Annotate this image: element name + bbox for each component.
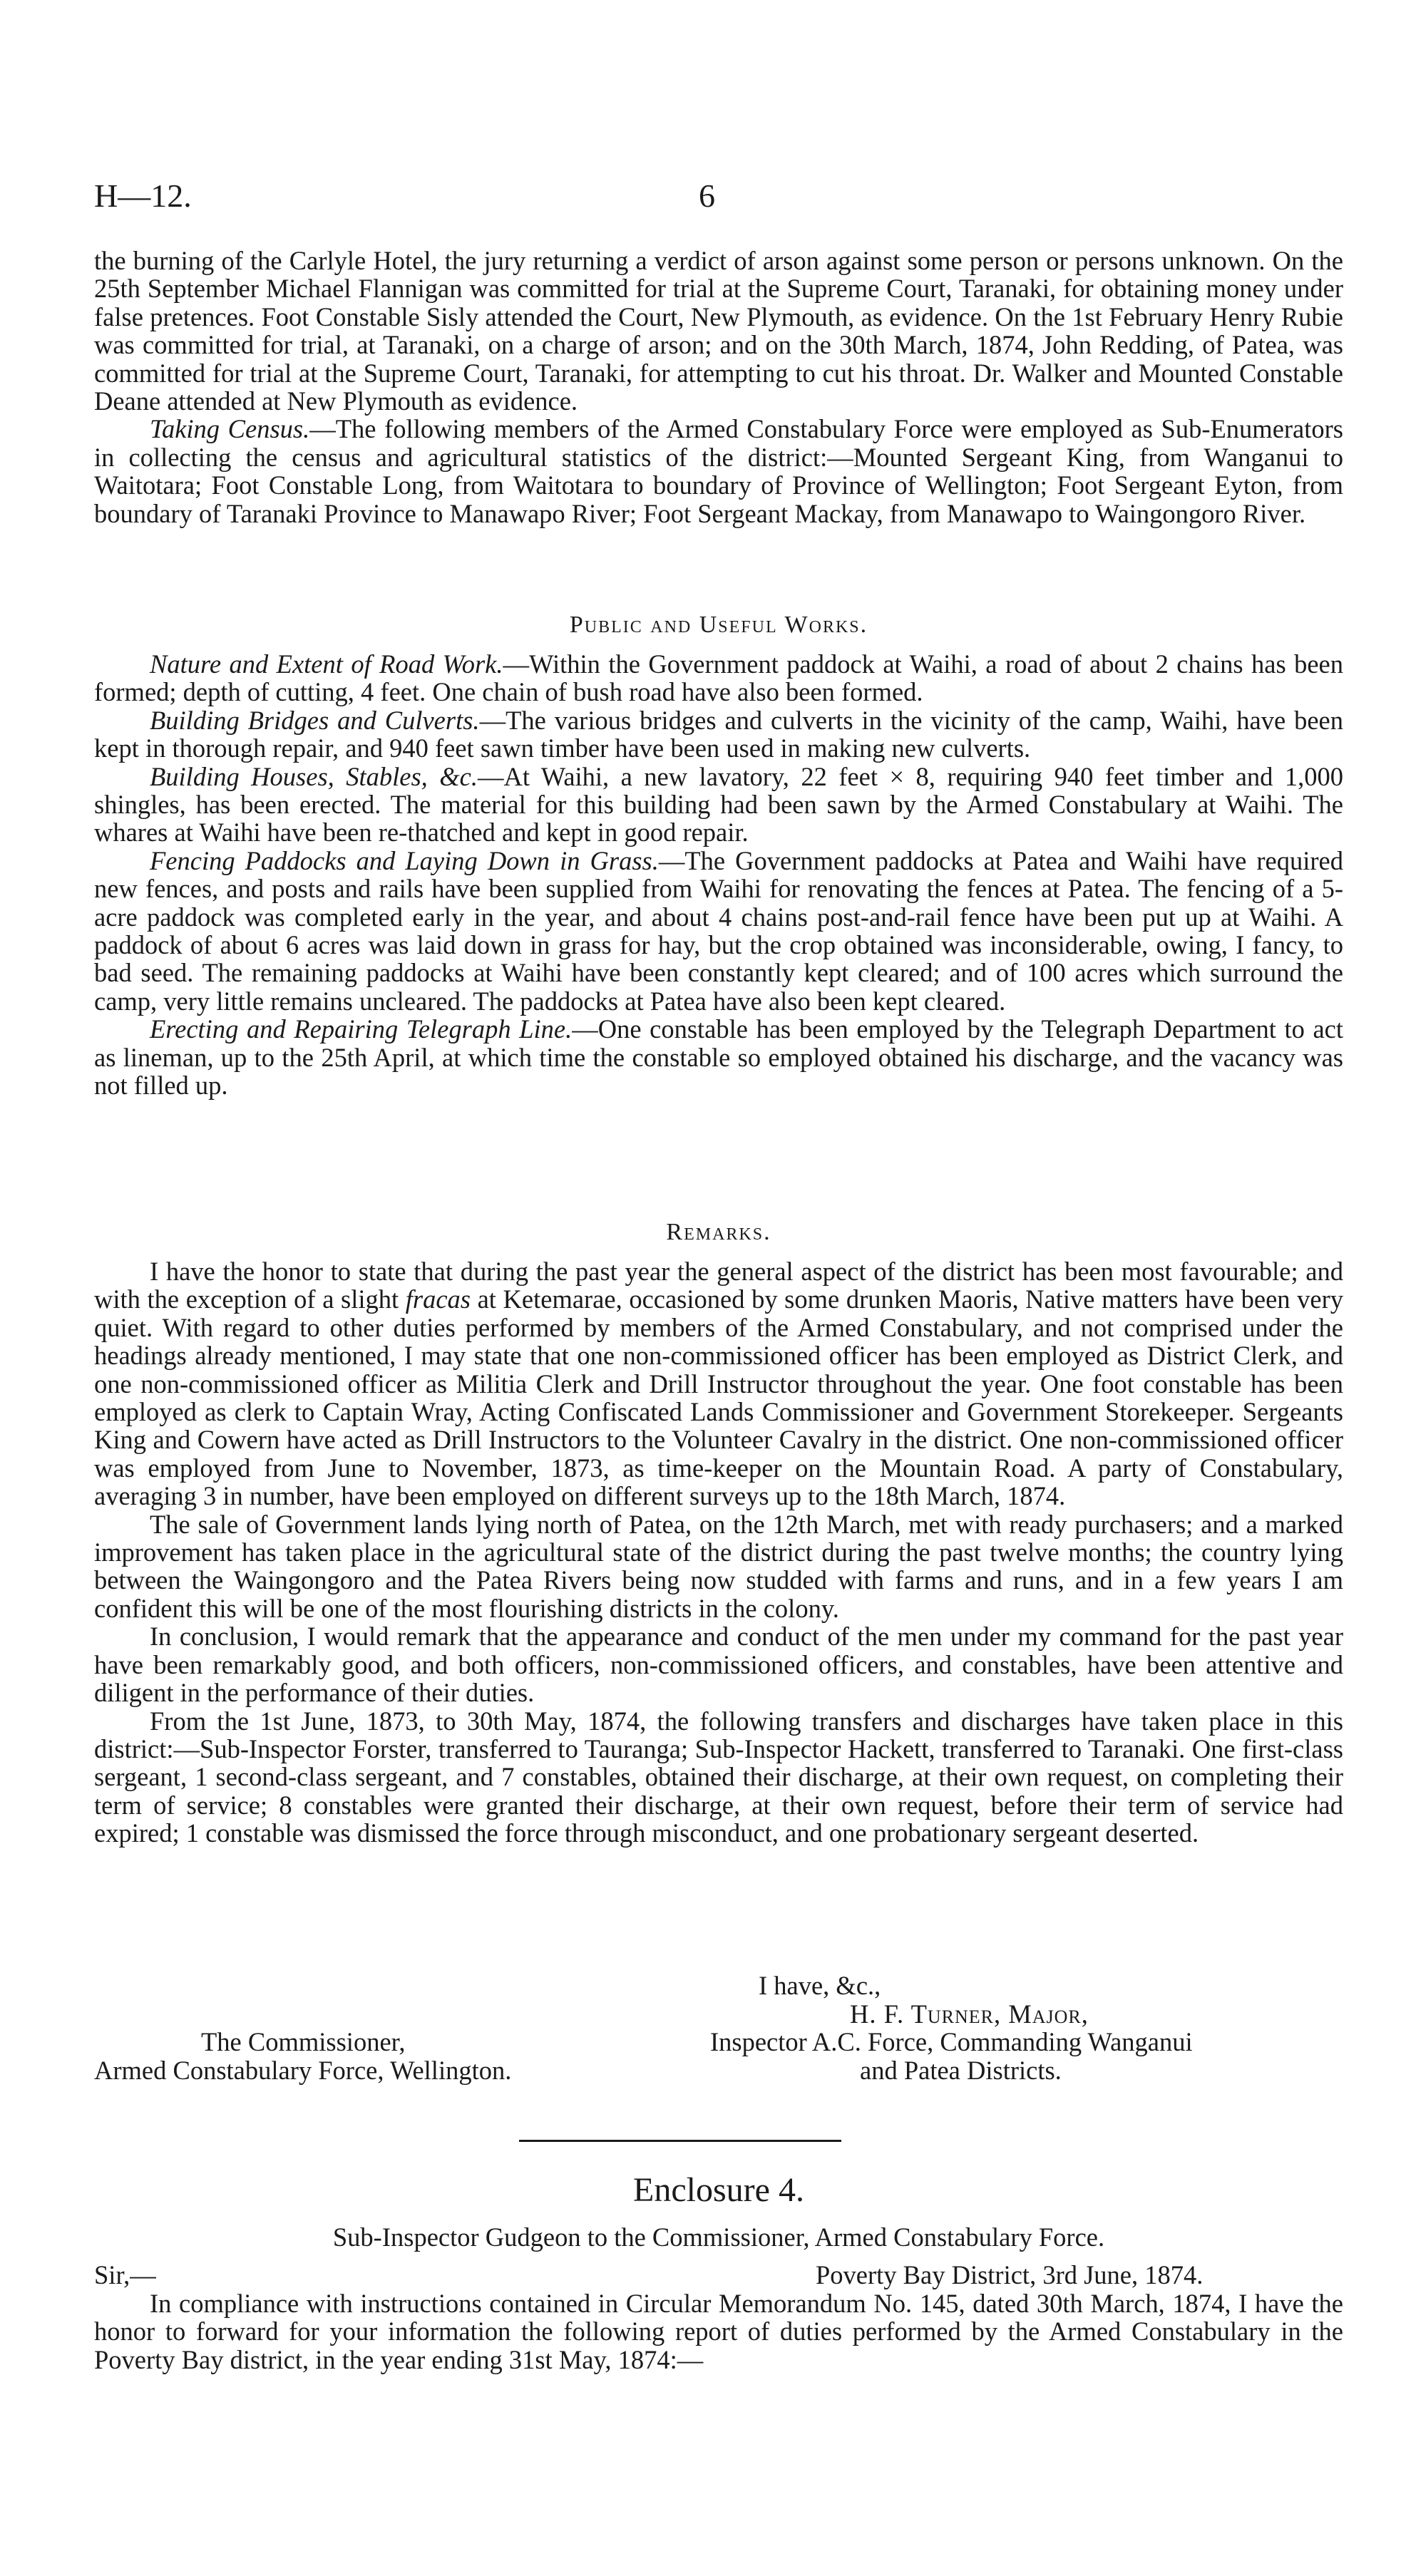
- bridges-heading: Building Bridges and Culverts.: [150, 705, 480, 735]
- paragraph-houses: [94, 763, 1343, 847]
- aspect-text-a: I have the honor to state that during the past year the general aspect of the district has been most favourable; and with the exception of a slight: [94, 1257, 1343, 1314]
- fencing-heading: Fencing Paddocks and Laying Down in Grass.: [150, 845, 659, 875]
- houses-text: —At Waihi, a new lavatory, 22 feet × 8, requiring 940 feet timber and 1,000 shingles, has been erected. The material for this building had been sawn by the Armed Constabulary at Waihi. The whares at Waihi have been re-thatched and kept in good repair.: [94, 761, 1344, 847]
- body-text-top: [94, 247, 1343, 527]
- enclosure-body: [94, 2289, 1343, 2374]
- enclosure-paragraph: In compliance with instructions contained in Circular Memorandum No. 145, dated 30th March, 1874, I have the honor to forward for your information the following report of duties performed by the Armed Constabulary in the Poverty Bay district, in the year ending 31st May, 1874:—: [94, 2289, 1343, 2374]
- section-divider: [519, 2140, 841, 2142]
- section-heading-remarks: Remarks.: [666, 1219, 771, 1245]
- recipient-line2: Armed Constabulary Force, Wellington.: [94, 2056, 512, 2085]
- paragraph-land-sale: The sale of Government lands lying north of Patea, on the 12th March, met with ready purchasers; and a marked improvement has taken place in the agricultural state of the district during the past twelve months; the country lying between the Waingongoro and the Patea Rivers being now studded with farms and runs, and in a few years I am confident this will be one of the most flourishing districts in the colony.: [94, 1509, 1343, 1623]
- paragraph-conclusion: In conclusion, I would remark that the appearance and conduct of the men under my command for the past year have been remarkably good, and both officers, non-commissioned officers, and constables, have been attentive and diligent in the performance of their duties.: [94, 1622, 1343, 1708]
- paragraph-road-work: [94, 650, 1343, 706]
- enclosure-place-date: Poverty Bay District, 3rd June, 1874.: [816, 2260, 1204, 2289]
- document-code: H—12.: [94, 177, 192, 214]
- signature-title-line2: and Patea Districts.: [860, 2056, 1062, 2085]
- body-text-works: [94, 650, 1343, 1100]
- enclosure-title: Enclosure 4.: [633, 2171, 804, 2209]
- road-work-heading: Nature and Extent of Road Work.: [150, 649, 503, 679]
- fencing-text: —The Government paddocks at Patea and Waihi have required new fences, and posts and rails have been supplied from Waihi for renovating the fences at Patea. The fencing of a 5-acre paddock was completed early in the year, and about 4 chains post-and-rail fence have been put up at Waihi. A paddock of about 6 acres was laid down in grass for hay, but the crop obtained was inconsiderable, owing, I fancy, to bad seed. The remaining paddocks at Waihi have been constantly kept cleared; and of 100 acres which surround the camp, very little remains uncleared. The paddocks at Patea have also been kept cleared.: [94, 845, 1344, 1016]
- enclosure-subtitle: Sub-Inspector Gudgeon to the Commissioner, Armed Constabulary Force.: [332, 2222, 1105, 2252]
- aspect-text-b: at Ketemarae, occasioned by some drunken Maoris, Native matters have been very quiet. With regard to other duties performed by members of the Armed Constabulary, and not comprised under the headings already mentioned, I may state that one non-commissioned officer has been employed as District Clerk, and one non-commissioned officer as Militia Clerk and Drill Instructor throughout the year. One foot constable has been employed as clerk to Captain Wray, Acting Confiscated Lands Commissioner and Government Storekeeper. Sergeants King and Cowern have acted as Drill Instructors to the Volunteer Cavalry in the district. One non-commissioned officer was employed from June to November, 1873, as time-keeper on the Mountain Road. A party of Constabulary, averaging 3 in number, have been employed on different surveys up to the 18th March, 1874.: [94, 1284, 1343, 1511]
- telegraph-text: —One constable has been employed by the Telegraph Department to act as lineman, up to the 25th April, at which time the constable so employed obtained his discharge, and the vacancy was not filled up.: [94, 1014, 1343, 1101]
- paragraph-carlyle-hotel: the burning of the Carlyle Hotel, the jury returning a verdict of arson against some person or persons unknown. On the 25th September Michael Flannigan was committed for trial at the Supreme Court, Taranaki, for obtaining money under false pretences. Foot Constable Sisly attended the Court, New Plymouth, as evidence. On the 1st February Henry Rubie was committed for trial, at Taranaki, on a charge of arson; and on the 30th March, 1874, John Redding, of Patea, was committed for trial at the Supreme Court, Taranaki, for attempting to cut his throat. Dr. Walker and Mounted Constable Deane attended at New Plymouth as evidence.: [94, 246, 1343, 416]
- paragraph-fencing: [94, 847, 1343, 1015]
- census-text: —The following members of the Armed Constabulary Force were employed as Sub-Enumerators in collecting the census and agricultural statistics of the district:—Mounted Sergeant King, from Wanganui to Waitotara; Foot Constable Long, from Waitotara to boundary of Province of Wellington; Foot Sergeant Eyton, from boundary of Taranaki Province to Manawapo River; Foot Sergeant Mackay, from Manawapo to Waingongoro River.: [94, 414, 1343, 528]
- signature-title-line1: Inspector A.C. Force, Commanding Wanganui: [710, 2027, 1193, 2056]
- signature-closing: I have, &c.,: [759, 1971, 881, 2000]
- census-heading: Taking Census.: [150, 414, 310, 444]
- paragraph-district-aspect: [94, 1257, 1343, 1510]
- telegraph-heading: Erecting and Repairing Telegraph Line.: [150, 1014, 573, 1044]
- body-text-remarks: [94, 1257, 1343, 1848]
- enclosure-salutation: Sir,—: [94, 2260, 156, 2289]
- paragraph-taking-census: [94, 415, 1343, 527]
- road-work-text: —Within the Government paddock at Waihi, a road of about 2 chains has been formed; depth of cutting, 4 feet. One chain of bush road have also been formed.: [94, 649, 1343, 707]
- page-number: 6: [699, 177, 715, 214]
- recipient-line1: The Commissioner,: [201, 2027, 406, 2056]
- signature-name: H. F. Turner, Major,: [850, 1999, 1089, 2029]
- bridges-text: —The various bridges and culverts in the vicinity of the camp, Waihi, have been kept in thorough repair, and 940 feet sawn timber have been used in making new culverts.: [94, 705, 1343, 763]
- paragraph-bridges: [94, 706, 1343, 763]
- section-heading-public-works: Public and Useful Works.: [569, 612, 868, 638]
- houses-heading: Building Houses, Stables, &c.: [150, 761, 478, 791]
- paragraph-telegraph: [94, 1015, 1343, 1099]
- paragraph-transfers: From the 1st June, 1873, to 30th May, 1874, the following transfers and discharges have taken place in this district:—Sub-Inspector Forster, transferred to Tauranga; Sub-Inspector Hackett, transferred to Taranaki. One first-class sergeant, 1 second-class sergeant, and 7 constables, obtained their discharge, at their own request, on completing their term of service; 8 constables were granted their discharge, at their own request, before their term of service had expired; 1 constable was dismissed the force through misconduct, and one probationary sergeant deserted.: [94, 1706, 1343, 1848]
- fracas-word: fracas: [405, 1284, 471, 1314]
